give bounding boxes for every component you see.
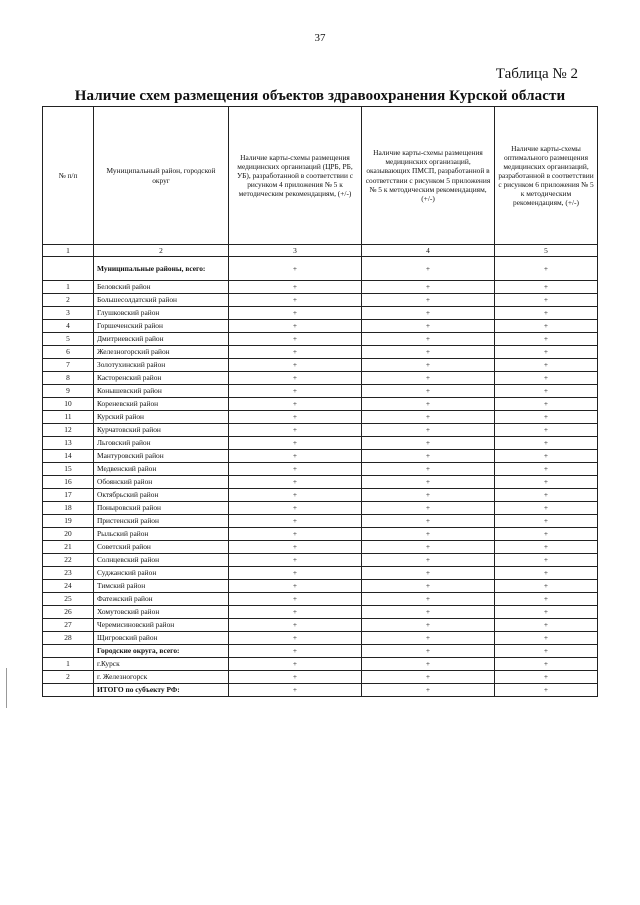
col3-value: + [229, 580, 362, 593]
district-name: Муниципальные районы, всего: [94, 257, 229, 281]
district-name: Горшеченский район [94, 320, 229, 333]
col4-value: + [362, 567, 495, 580]
district-name: Курский район [94, 411, 229, 424]
row-number: 6 [43, 346, 94, 359]
district-name: Поныровский район [94, 502, 229, 515]
row-number: 3 [43, 307, 94, 320]
district-name: Мантуровский район [94, 450, 229, 463]
district-name: Городские округа, всего: [94, 645, 229, 658]
table-row [43, 632, 598, 645]
row-number: 19 [43, 515, 94, 528]
district-name: г.Курск [94, 658, 229, 671]
table-row [43, 281, 598, 294]
table-row [43, 307, 598, 320]
table-row [43, 528, 598, 541]
group-row [43, 645, 598, 658]
col3-value: + [229, 541, 362, 554]
district-name: Железногорский район [94, 346, 229, 359]
col4-value: + [362, 619, 495, 632]
col4-value: + [362, 593, 495, 606]
col3-value: + [229, 528, 362, 541]
district-name: Щигровский район [94, 632, 229, 645]
table-row [43, 437, 598, 450]
district-name: Советский район [94, 541, 229, 554]
col4-value: + [362, 502, 495, 515]
col3-value: + [229, 684, 362, 697]
table-row [43, 463, 598, 476]
col3-value: + [229, 411, 362, 424]
row-number: 2 [43, 294, 94, 307]
row-number: 1 [43, 658, 94, 671]
district-name: Рыльский район [94, 528, 229, 541]
col5-value: + [495, 281, 598, 294]
col4-value: + [362, 346, 495, 359]
col3-value: + [229, 372, 362, 385]
col5-value: + [495, 528, 598, 541]
col5-value: + [495, 619, 598, 632]
col3-value: + [229, 320, 362, 333]
district-name: Тимский район [94, 580, 229, 593]
col4-value: + [362, 450, 495, 463]
col5-value: + [495, 489, 598, 502]
row-number: 25 [43, 593, 94, 606]
col5-value: + [495, 645, 598, 658]
table-row [43, 372, 598, 385]
col3-value: + [229, 645, 362, 658]
header-col4: Наличие карты-схемы размещения медицинских организаций, оказывающих ПМСП, разработанной в соответствии с рисунком 5 приложения № 5 к методическим рекомендациям, (+/-) [362, 107, 495, 245]
col3-value: + [229, 632, 362, 645]
row-number: 15 [43, 463, 94, 476]
col5-value: + [495, 541, 598, 554]
col5-value: + [495, 346, 598, 359]
column-number: 4 [362, 245, 495, 257]
district-name: Конышевский район [94, 385, 229, 398]
row-number: 23 [43, 567, 94, 580]
col5-value: + [495, 554, 598, 567]
row-number [43, 257, 94, 281]
row-number: 9 [43, 385, 94, 398]
col4-value: + [362, 359, 495, 372]
page-title: Наличие схем размещения объектов здравоохранения Курской области [74, 88, 566, 104]
col4-value: + [362, 632, 495, 645]
col3-value: + [229, 385, 362, 398]
col5-value: + [495, 606, 598, 619]
row-number: 21 [43, 541, 94, 554]
table-row [43, 658, 598, 671]
col5-value: + [495, 307, 598, 320]
col4-value: + [362, 476, 495, 489]
col4-value: + [362, 398, 495, 411]
col4-value: + [362, 437, 495, 450]
col5-value: + [495, 372, 598, 385]
table-row [43, 580, 598, 593]
district-name: Курчатовский район [94, 424, 229, 437]
col3-value: + [229, 281, 362, 294]
col3-value: + [229, 593, 362, 606]
table-row [43, 359, 598, 372]
col4-value: + [362, 257, 495, 281]
district-name: Глушковский район [94, 307, 229, 320]
table-row [43, 294, 598, 307]
col5-value: + [495, 502, 598, 515]
district-name: Кореневский район [94, 398, 229, 411]
col5-value: + [495, 658, 598, 671]
col3-value: + [229, 619, 362, 632]
col5-value: + [495, 385, 598, 398]
district-name: Фатежский район [94, 593, 229, 606]
district-name: Хомутовский район [94, 606, 229, 619]
col4-value: + [362, 580, 495, 593]
table-row [43, 320, 598, 333]
col5-value: + [495, 632, 598, 645]
col5-value: + [495, 411, 598, 424]
col5-value: + [495, 424, 598, 437]
col4-value: + [362, 320, 495, 333]
table-row [43, 554, 598, 567]
row-number: 18 [43, 502, 94, 515]
col3-value: + [229, 489, 362, 502]
table-row [43, 424, 598, 437]
col5-value: + [495, 515, 598, 528]
district-name: Касторенский район [94, 372, 229, 385]
district-name: Черемисиновский район [94, 619, 229, 632]
column-number: 3 [229, 245, 362, 257]
row-number: 4 [43, 320, 94, 333]
table-row [43, 593, 598, 606]
column-number-row [43, 245, 598, 257]
col3-value: + [229, 515, 362, 528]
row-number: 22 [43, 554, 94, 567]
col5-value: + [495, 671, 598, 684]
total-row [43, 684, 598, 697]
table-row [43, 450, 598, 463]
header-col5: Наличие карты-схемы оптимального размещения медицинских организаций, разработанной в соответствии с рисунком 6 приложения № 5 к методическим рекомендациям, (+/-) [495, 107, 598, 245]
table-row [43, 385, 598, 398]
table-body [43, 257, 598, 697]
row-number [43, 684, 94, 697]
row-number: 27 [43, 619, 94, 632]
col4-value: + [362, 424, 495, 437]
col5-value: + [495, 359, 598, 372]
margin-mark [6, 668, 7, 708]
col5-value: + [495, 463, 598, 476]
district-name: Солнцевский район [94, 554, 229, 567]
health-facilities-table [42, 106, 598, 697]
row-number: 5 [43, 333, 94, 346]
table-row [43, 476, 598, 489]
col3-value: + [229, 450, 362, 463]
district-name: Большесолдатский район [94, 294, 229, 307]
col3-value: + [229, 307, 362, 320]
table-row [43, 333, 598, 346]
group-row [43, 257, 598, 281]
district-name: ИТОГО по субъекту РФ: [94, 684, 229, 697]
row-number: 11 [43, 411, 94, 424]
row-number: 10 [43, 398, 94, 411]
col5-value: + [495, 684, 598, 697]
table-row [43, 515, 598, 528]
col5-value: + [495, 580, 598, 593]
col4-value: + [362, 372, 495, 385]
row-number [43, 645, 94, 658]
col4-value: + [362, 411, 495, 424]
col5-value: + [495, 294, 598, 307]
table-row [43, 411, 598, 424]
header-num: № п/п [43, 107, 94, 245]
col3-value: + [229, 502, 362, 515]
col3-value: + [229, 294, 362, 307]
table-row [43, 567, 598, 580]
col3-value: + [229, 398, 362, 411]
col4-value: + [362, 489, 495, 502]
row-number: 14 [43, 450, 94, 463]
page-number: 37 [314, 32, 326, 44]
col4-value: + [362, 606, 495, 619]
col5-value: + [495, 398, 598, 411]
row-number: 20 [43, 528, 94, 541]
col4-value: + [362, 671, 495, 684]
col3-value: + [229, 424, 362, 437]
row-number: 7 [43, 359, 94, 372]
column-number: 5 [495, 245, 598, 257]
row-number: 8 [43, 372, 94, 385]
row-number: 28 [43, 632, 94, 645]
table-row [43, 489, 598, 502]
col3-value: + [229, 346, 362, 359]
col3-value: + [229, 333, 362, 346]
district-name: г. Железногорск [94, 671, 229, 684]
col3-value: + [229, 257, 362, 281]
col4-value: + [362, 658, 495, 671]
header-col3: Наличие карты-схемы размещения медицинских организаций (ЦРБ, РБ, УБ), разработанной в соответствии с рисунком 4 приложения № 5 к методическим рекомендациям, (+/-) [229, 107, 362, 245]
row-number: 17 [43, 489, 94, 502]
col4-value: + [362, 528, 495, 541]
column-number: 1 [43, 245, 94, 257]
col4-value: + [362, 541, 495, 554]
col4-value: + [362, 645, 495, 658]
col5-value: + [495, 476, 598, 489]
col3-value: + [229, 437, 362, 450]
table-row [43, 346, 598, 359]
col5-value: + [495, 450, 598, 463]
col4-value: + [362, 294, 495, 307]
col3-value: + [229, 359, 362, 372]
district-name: Медвенский район [94, 463, 229, 476]
col4-value: + [362, 515, 495, 528]
col3-value: + [229, 606, 362, 619]
row-number: 26 [43, 606, 94, 619]
col5-value: + [495, 257, 598, 281]
col5-value: + [495, 333, 598, 346]
table-row [43, 671, 598, 684]
col4-value: + [362, 385, 495, 398]
column-number: 2 [94, 245, 229, 257]
row-number: 1 [43, 281, 94, 294]
district-name: Золотухинский район [94, 359, 229, 372]
header-district: Муниципальный район, городской округ [94, 107, 229, 245]
col3-value: + [229, 463, 362, 476]
col4-value: + [362, 281, 495, 294]
district-name: Беловский район [94, 281, 229, 294]
col3-value: + [229, 554, 362, 567]
col5-value: + [495, 567, 598, 580]
header-row [43, 107, 598, 245]
table-row [43, 619, 598, 632]
district-name: Дмитриевский район [94, 333, 229, 346]
col5-value: + [495, 320, 598, 333]
district-name: Октябрьский район [94, 489, 229, 502]
district-name: Обоянский район [94, 476, 229, 489]
col4-value: + [362, 307, 495, 320]
col4-value: + [362, 333, 495, 346]
table-row [43, 398, 598, 411]
col4-value: + [362, 684, 495, 697]
col3-value: + [229, 658, 362, 671]
row-number: 13 [43, 437, 94, 450]
row-number: 12 [43, 424, 94, 437]
district-name: Суджанский район [94, 567, 229, 580]
col3-value: + [229, 476, 362, 489]
table-row [43, 541, 598, 554]
table-row [43, 502, 598, 515]
col5-value: + [495, 437, 598, 450]
col5-value: + [495, 593, 598, 606]
col3-value: + [229, 567, 362, 580]
row-number: 24 [43, 580, 94, 593]
row-number: 16 [43, 476, 94, 489]
col4-value: + [362, 554, 495, 567]
row-number: 2 [43, 671, 94, 684]
table-row [43, 606, 598, 619]
district-name: Пристенский район [94, 515, 229, 528]
col4-value: + [362, 463, 495, 476]
col3-value: + [229, 671, 362, 684]
table-label: Таблица № 2 [495, 66, 578, 82]
district-name: Льговский район [94, 437, 229, 450]
